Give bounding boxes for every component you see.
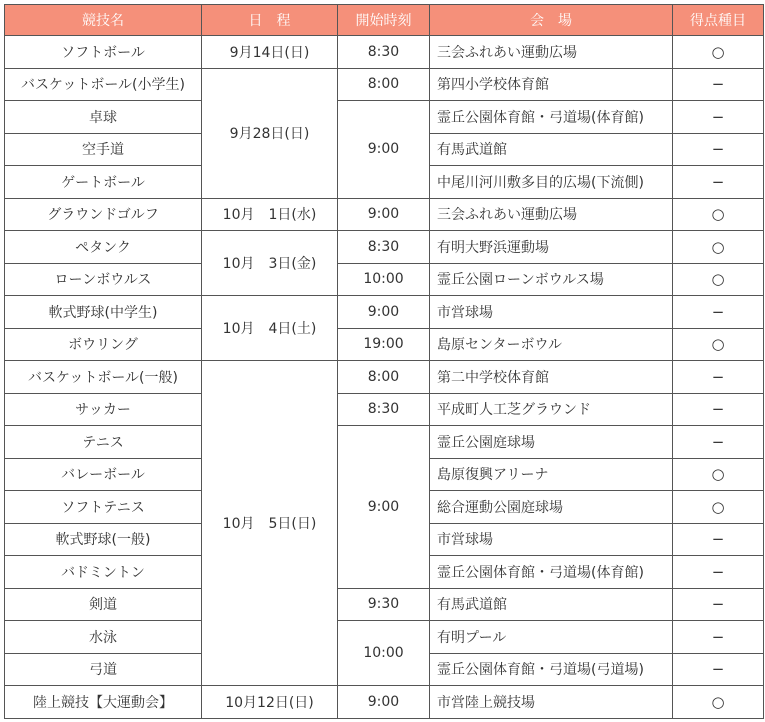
event-name: 卓球 <box>5 101 202 134</box>
table-row <box>5 231 764 264</box>
event-name: 空手道 <box>5 133 202 166</box>
event-name: バスケットボール(一般) <box>5 361 202 394</box>
scoring-mark: − <box>673 133 764 166</box>
venue: 霊丘公園ローンボウルス場 <box>430 263 673 296</box>
venue: 有明プール <box>430 621 673 654</box>
scoring-mark: − <box>673 523 764 556</box>
table-row <box>5 68 764 101</box>
event-name: 水泳 <box>5 621 202 654</box>
table-row <box>5 426 764 459</box>
scoring-mark: ○ <box>673 231 764 264</box>
event-name: 剣道 <box>5 588 202 621</box>
table-row <box>5 296 764 329</box>
start-time: 8:30 <box>338 231 430 264</box>
table-row <box>5 361 764 394</box>
scoring-mark: − <box>673 588 764 621</box>
scoring-mark: − <box>673 296 764 329</box>
header-date: 日 程 <box>202 5 338 36</box>
start-time: 9:00 <box>338 101 430 199</box>
venue: 三会ふれあい運動広場 <box>430 36 673 69</box>
event-name: バレーボール <box>5 458 202 491</box>
scoring-mark: ○ <box>673 263 764 296</box>
venue: 霊丘公園体育館・弓道場(体育館) <box>430 556 673 589</box>
venue: 中尾川河川敷多目的広場(下流側) <box>430 166 673 199</box>
start-time: 8:30 <box>338 36 430 69</box>
start-time: 8:00 <box>338 68 430 101</box>
event-name: 弓道 <box>5 653 202 686</box>
start-time: 9:30 <box>338 588 430 621</box>
event-name: テニス <box>5 426 202 459</box>
event-name: 軟式野球(一般) <box>5 523 202 556</box>
event-date: 10月12日(日) <box>202 686 338 719</box>
event-name: 軟式野球(中学生) <box>5 296 202 329</box>
table-row <box>5 263 764 296</box>
header-start-time: 開始時刻 <box>338 5 430 36</box>
event-date: 10月 4日(土) <box>202 296 338 361</box>
event-name: バドミントン <box>5 556 202 589</box>
scoring-mark: ○ <box>673 36 764 69</box>
scoring-mark: ○ <box>673 198 764 231</box>
venue: 島原復興アリーナ <box>430 458 673 491</box>
venue: 有馬武道館 <box>430 588 673 621</box>
scoring-mark: ○ <box>673 491 764 524</box>
scoring-mark: − <box>673 68 764 101</box>
venue: 霊丘公園体育館・弓道場(体育館) <box>430 101 673 134</box>
scoring-mark: − <box>673 621 764 654</box>
scoring-mark: − <box>673 166 764 199</box>
event-name: ゲートボール <box>5 166 202 199</box>
event-name: ローンボウルス <box>5 263 202 296</box>
event-date: 10月 5日(日) <box>202 361 338 686</box>
table-header-row <box>5 5 764 36</box>
venue: 霊丘公園体育館・弓道場(弓道場) <box>430 653 673 686</box>
event-name: ソフトテニス <box>5 491 202 524</box>
event-name: 陸上競技【大運動会】 <box>5 686 202 719</box>
venue: 市営陸上競技場 <box>430 686 673 719</box>
event-name: ボウリング <box>5 328 202 361</box>
venue: 第四小学校体育館 <box>430 68 673 101</box>
start-time: 9:00 <box>338 426 430 589</box>
start-time: 10:00 <box>338 263 430 296</box>
venue: 市営球場 <box>430 296 673 329</box>
venue: 市営球場 <box>430 523 673 556</box>
table-row <box>5 588 764 621</box>
scoring-mark: − <box>673 393 764 426</box>
event-date: 9月14日(日) <box>202 36 338 69</box>
venue: 第二中学校体育館 <box>430 361 673 394</box>
event-name: ソフトボール <box>5 36 202 69</box>
venue: 霊丘公園庭球場 <box>430 426 673 459</box>
table-row <box>5 101 764 134</box>
venue: 総合運動公園庭球場 <box>430 491 673 524</box>
start-time: 8:00 <box>338 361 430 394</box>
scoring-mark: − <box>673 101 764 134</box>
event-date: 10月 3日(金) <box>202 231 338 296</box>
header-event: 競技名 <box>5 5 202 36</box>
venue: 有明大野浜運動場 <box>430 231 673 264</box>
start-time: 9:00 <box>338 296 430 329</box>
table-row <box>5 686 764 719</box>
scoring-mark: − <box>673 426 764 459</box>
header-venue: 会 場 <box>430 5 673 36</box>
table-row <box>5 198 764 231</box>
table-row <box>5 621 764 654</box>
event-name: ペタンク <box>5 231 202 264</box>
start-time: 9:00 <box>338 686 430 719</box>
event-name: グラウンドゴルフ <box>5 198 202 231</box>
scoring-mark: ○ <box>673 458 764 491</box>
scoring-mark: − <box>673 556 764 589</box>
scoring-mark: ○ <box>673 328 764 361</box>
event-date: 9月28日(日) <box>202 68 338 198</box>
start-time: 19:00 <box>338 328 430 361</box>
scoring-mark: − <box>673 653 764 686</box>
start-time: 10:00 <box>338 621 430 686</box>
venue: 平成町人工芝グラウンド <box>430 393 673 426</box>
scoring-mark: ○ <box>673 686 764 719</box>
table-row <box>5 328 764 361</box>
table-row <box>5 393 764 426</box>
venue: 三会ふれあい運動広場 <box>430 198 673 231</box>
event-date: 10月 1日(水) <box>202 198 338 231</box>
start-time: 8:30 <box>338 393 430 426</box>
sports-schedule-table <box>4 4 764 719</box>
table-row <box>5 36 764 69</box>
scoring-mark: − <box>673 361 764 394</box>
header-scoring-event: 得点種目 <box>673 5 764 36</box>
venue: 有馬武道館 <box>430 133 673 166</box>
event-name: サッカー <box>5 393 202 426</box>
venue: 島原センターボウル <box>430 328 673 361</box>
event-name: バスケットボール(小学生) <box>5 68 202 101</box>
start-time: 9:00 <box>338 198 430 231</box>
